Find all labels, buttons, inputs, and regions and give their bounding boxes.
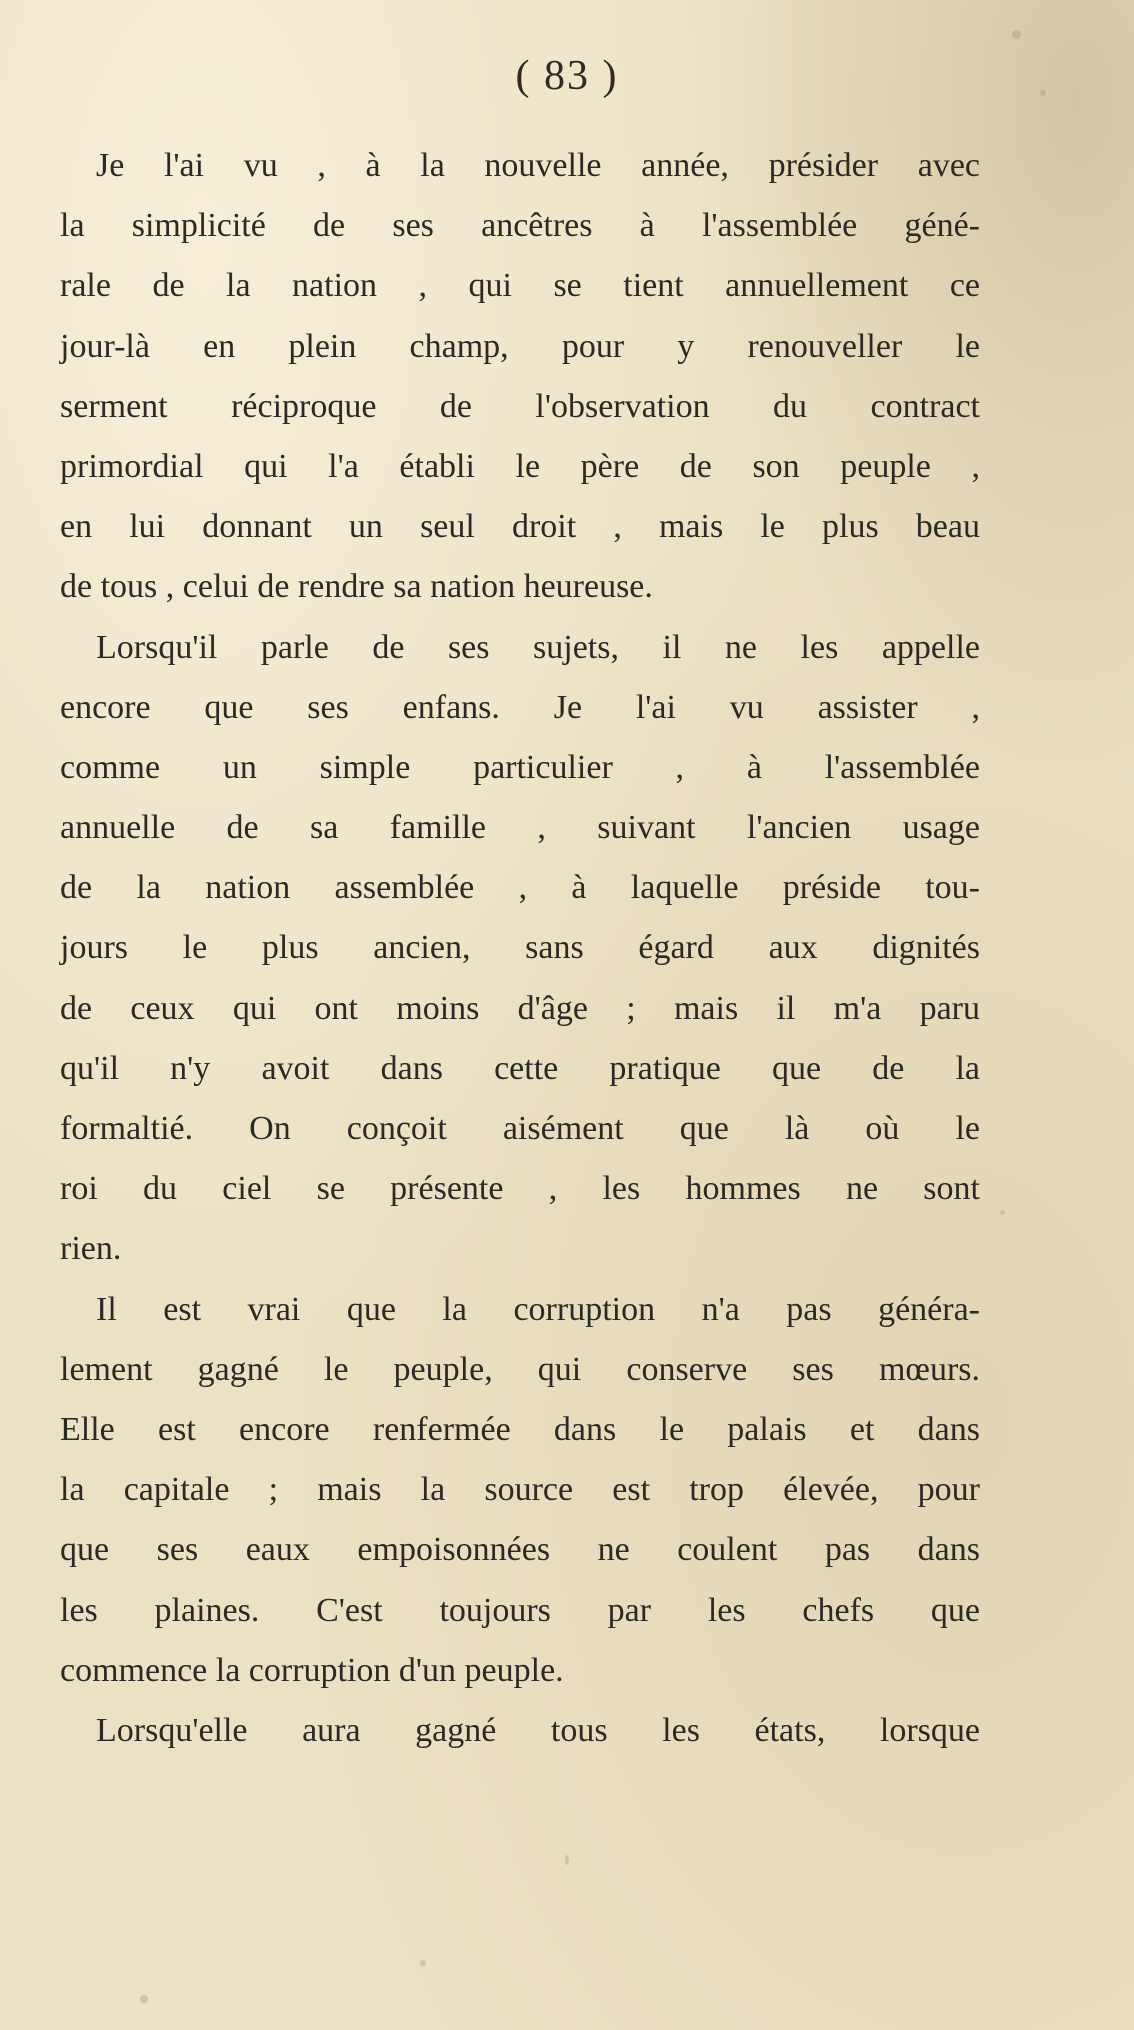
body-text (60, 136, 980, 1761)
text-line: Il est vrai que la corruption n'a pas généra- (96, 1290, 980, 1328)
text-line: les plaines. C'est toujours par les chefs que (60, 1591, 980, 1629)
text-line: Lorsqu'il parle de ses sujets, il ne les appelle (96, 628, 980, 666)
text-line: formaltié. On conçoit aisément que là où le (60, 1110, 980, 1147)
foxing-spot (1000, 1210, 1005, 1215)
text-line: en lui donnant un seul droit , mais le plus beau (60, 508, 980, 546)
foxing-spot (140, 1995, 148, 2003)
text-line: rien. (60, 1230, 122, 1268)
page-number: ( 83 ) (515, 53, 619, 99)
text-line: annuelle de sa famille , suivant l'ancien usage (60, 809, 980, 847)
foxing-spot (420, 1960, 426, 1966)
text-line: de la nation assemblée , à laquelle préside tou- (60, 869, 980, 907)
text-line: comme un simple particulier , à l'assemblée (60, 748, 980, 786)
text-line: la capitale ; mais la source est trop élevée, pour (60, 1471, 980, 1509)
text-line: roi du ciel se présente , les hommes ne sont (60, 1170, 980, 1208)
text-line: de ceux qui ont moins d'âge ; mais il m'a paru (60, 989, 980, 1027)
text-line: la simplicité de ses ancêtres à l'assemblée géné- (60, 207, 980, 245)
text-line: commence la corruption d'un peuple. (60, 1651, 564, 1689)
text-line: jour-là en plein champ, pour y renouveller le (60, 327, 980, 365)
text-line: de tous , celui de rendre sa nation heureuse. (60, 568, 653, 606)
text-line: que ses eaux empoisonnées ne coulent pas dans (60, 1531, 980, 1569)
text-line: Je l'ai vu , à la nouvelle année, présider avec (96, 147, 980, 184)
text-line: qu'il n'y avoit dans cette pratique que de la (60, 1049, 980, 1087)
text-line: Elle est encore renfermée dans le palais et dans (60, 1410, 980, 1448)
foxing-spot (565, 1855, 569, 1865)
text-line: encore que ses enfans. Je l'ai vu assister , (60, 688, 980, 726)
foxing-spot (1012, 30, 1021, 39)
text-line: jours le plus ancien, sans égard aux dignités (60, 929, 980, 967)
text-line: lement gagné le peuple, qui conserve ses mœurs. (60, 1350, 980, 1388)
text-line: rale de la nation , qui se tient annuellement ce (60, 267, 980, 305)
text-line: Lorsqu'elle aura gagné tous les états, lorsque (96, 1711, 980, 1749)
text-line: serment réciproque de l'observation du contract (60, 387, 980, 425)
text-line: primordial qui l'a établi le père de son peuple , (60, 447, 980, 485)
